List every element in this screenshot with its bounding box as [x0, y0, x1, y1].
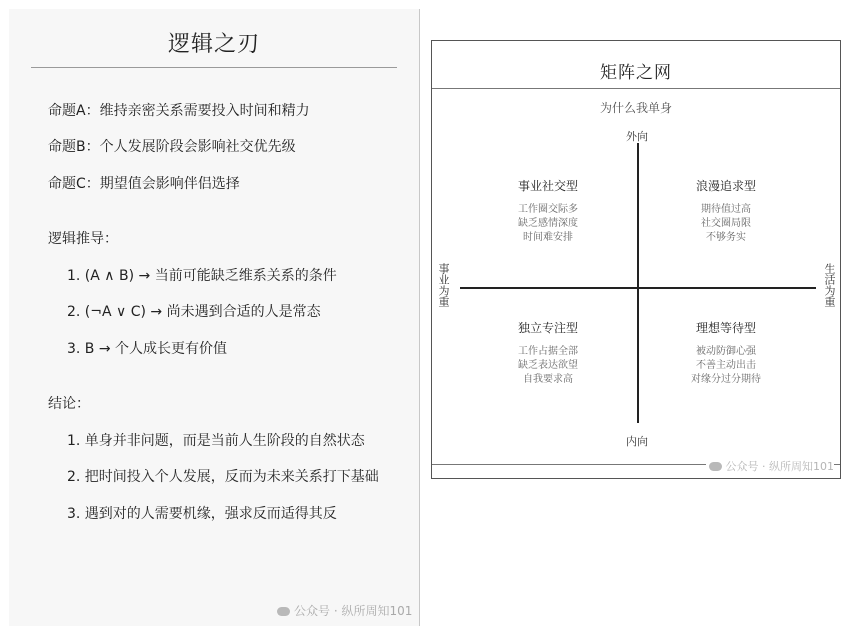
quadrant-title: 事业社交型	[517, 179, 578, 193]
right-watermark: 公众号 · 纵所周知101	[706, 458, 835, 474]
quadrant-top-left	[478, 177, 618, 245]
quadrant-item: 工作占据全部	[518, 346, 578, 357]
quadrant-item: 不善主动出击	[696, 360, 756, 371]
left-watermark: 公众号 · 纵所周知101	[277, 602, 412, 619]
reasoning-step-1: 1. (A ∧ B) → 当前可能缺乏维系关系的条件	[67, 268, 337, 284]
quadrant-top-right	[656, 177, 796, 245]
quadrant-title: 理想等待型	[695, 321, 756, 335]
reasoning-step-3: 3. B → 个人成长更有价值	[67, 341, 228, 357]
vertical-axis	[637, 143, 639, 423]
quadrant-item: 缺乏表达欲望	[518, 360, 578, 371]
wechat-icon	[709, 462, 722, 471]
conclusion-header: 结论：	[48, 396, 90, 412]
conclusion-2: 2. 把时间投入个人发展，反而为未来关系打下基础	[67, 469, 379, 485]
matrix-title: 矩阵之网	[600, 63, 672, 83]
axis-label-left: 事业为重	[437, 263, 450, 307]
quadrant-item: 社交圈局限	[701, 218, 751, 229]
title-divider	[31, 67, 397, 68]
proposition-a: 命题A：维持亲密关系需要投入时间和精力	[48, 103, 310, 119]
quadrant-item: 期待值过高	[701, 204, 751, 215]
logic-title: 逻辑之刃	[167, 32, 260, 57]
quadrant-item: 不够务实	[706, 232, 746, 243]
conclusion-3: 3. 遇到对的人需要机缘，强求反而适得其反	[67, 506, 337, 522]
axis-label-right: 生活为重	[823, 263, 836, 307]
conclusion-1: 1. 单身并非问题，而是当前人生阶段的自然状态	[67, 433, 365, 449]
quadrant-item: 缺乏感情深度	[518, 218, 578, 229]
quadrant-item: 时间难安排	[523, 232, 573, 243]
reasoning-step-2: 2. (¬A ∨ C) → 尚未遇到合适的人是常态	[67, 304, 321, 320]
wechat-icon	[277, 607, 290, 616]
quadrant-item: 工作圈交际多	[518, 204, 578, 215]
quadrant-bottom-right	[656, 319, 796, 387]
proposition-c: 命题C：期望值会影响伴侣选择	[48, 176, 240, 192]
reasoning-header: 逻辑推导：	[48, 231, 118, 247]
quadrant-bottom-left	[478, 319, 618, 387]
matrix-panel	[431, 40, 841, 479]
axis-label-bottom: 内向	[626, 435, 648, 448]
quadrant-item: 自我要求高	[523, 374, 573, 385]
axis-label-top: 外向	[626, 130, 648, 143]
quadrant-item: 对缘分过分期待	[691, 374, 761, 385]
proposition-b: 命题B：个人发展阶段会影响社交优先级	[48, 139, 296, 155]
quadrant-title: 浪漫追求型	[695, 179, 756, 193]
matrix-subtitle: 为什么我单身	[599, 101, 672, 115]
quadrant-item: 被动防御心强	[696, 346, 756, 357]
quadrant-title: 独立专注型	[517, 321, 578, 335]
logic-panel	[9, 9, 420, 626]
matrix-title-divider	[432, 88, 840, 89]
